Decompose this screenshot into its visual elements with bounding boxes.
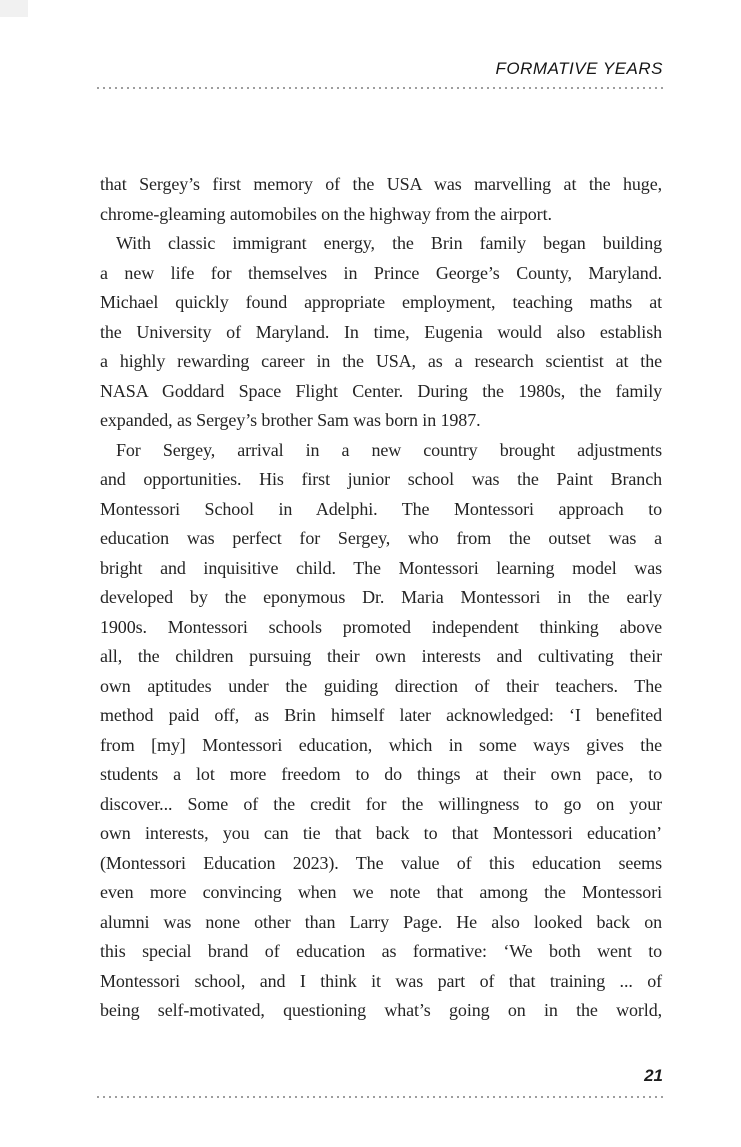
text-line: even more convincing when we note that among the Montessori (100, 882, 662, 902)
text-line: developed by the eponymous Dr. Maria Montessori in the early (100, 587, 662, 607)
running-header: FORMATIVE YEARS (495, 59, 663, 78)
text-line: and opportunities. His first junior school was the Paint Branch (100, 469, 662, 489)
body-text (100, 170, 662, 1026)
header-dotted-rule (97, 87, 663, 89)
text-line: from [my] Montessori education, which in some ways gives the (100, 734, 662, 755)
text-line: expanded, as Sergey’s brother Sam was born in 1987. (100, 410, 481, 430)
text-line: own aptitudes under the guiding direction of their teachers. The (100, 675, 662, 696)
text-line: own interests, you can tie that back to that Montessori education’ (100, 823, 662, 843)
text-line: a new life for themselves in Prince George’s County, Maryland. (100, 262, 662, 283)
text-line: being self-motivated, questioning what’s going on in the world, (100, 1000, 662, 1020)
text-line: the University of Maryland. In time, Eugenia would also establish (100, 321, 662, 342)
text-line: Michael quickly found appropriate employment, teaching maths at (100, 292, 662, 312)
text-line: that Sergey’s first memory of the USA was marvelling at the huge, (100, 174, 662, 194)
text-line: bright and inquisitive child. The Montessori learning model was (100, 557, 662, 578)
text-line: students a lot more freedom to do things at their own pace, to (100, 764, 662, 784)
text-line: chrome-gleaming automobiles on the highway from the airport. (100, 203, 552, 224)
text-line: Montessori School in Adelphi. The Montessori approach to (100, 498, 662, 519)
text-line: With classic immigrant energy, the Brin family began building (116, 233, 662, 253)
text-line: this special brand of education as formative: ‘We both went to (100, 941, 662, 961)
text-line: education was perfect for Sergey, who from the outset was a (100, 528, 662, 548)
scan-artifact (0, 0, 28, 17)
text-line: alumni was none other than Larry Page. He also looked back on (100, 911, 662, 932)
page-number: 21 (644, 1066, 663, 1085)
text-line: For Sergey, arrival in a new country brought adjustments (116, 439, 662, 460)
footer-dotted-rule (97, 1096, 663, 1098)
text-line: 1900s. Montessori schools promoted independent thinking above (100, 616, 662, 637)
text-line: Montessori school, and I think it was part of that training ... of (100, 970, 662, 991)
text-line: all, the children pursuing their own interests and cultivating their (100, 646, 662, 666)
text-line: discover... Some of the credit for the willingness to go on your (100, 793, 662, 814)
text-line: a highly rewarding career in the USA, as a research scientist at the (100, 351, 662, 371)
text-line: (Montessori Education 2023). The value of this education seems (100, 852, 662, 873)
text-line: method paid off, as Brin himself later acknowledged: ‘I benefited (100, 705, 662, 725)
text-line: NASA Goddard Space Flight Center. During the 1980s, the family (100, 380, 662, 401)
